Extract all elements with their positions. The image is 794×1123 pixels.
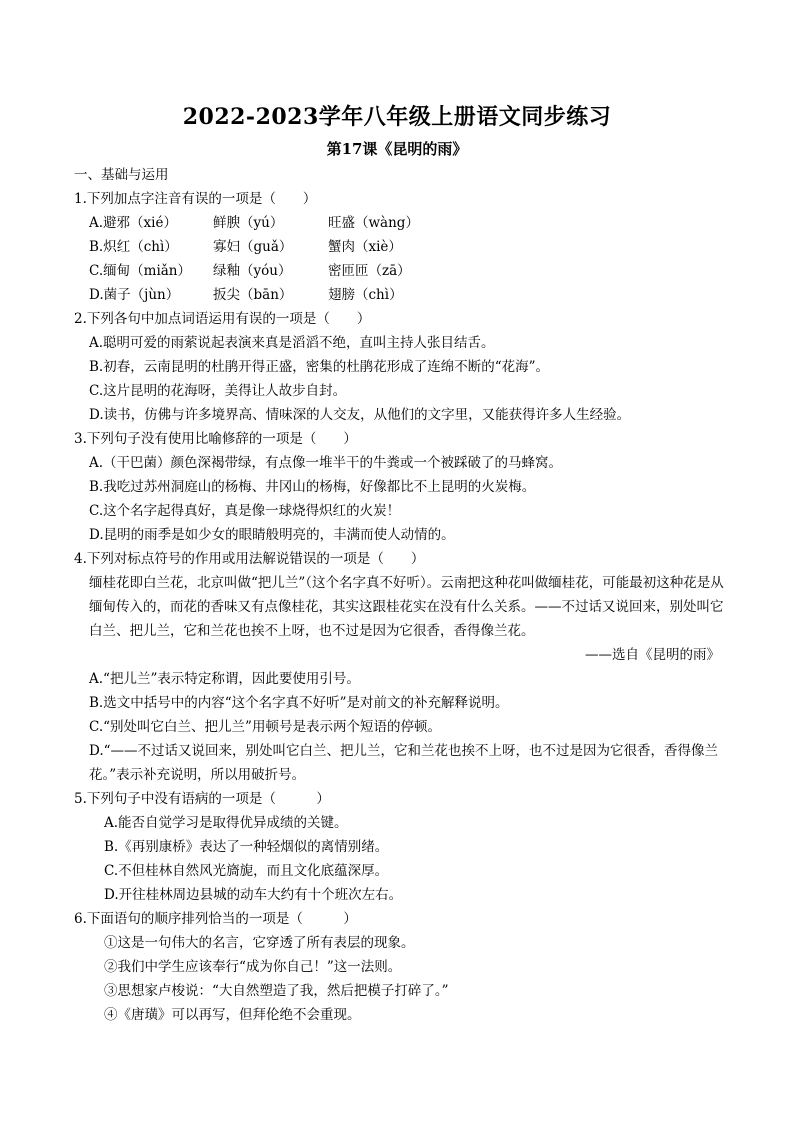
q2-option-c: C.这片昆明的花海呀，美得让人故步自封。 xyxy=(89,383,347,399)
q1-option-c-3: 密匝匝（zā） xyxy=(328,263,411,279)
q5-option-a: A.能否自觉学习是取得优异成绩的关键。 xyxy=(104,815,348,831)
q6-item-4: ④《唐璜》可以再写，但拜伦绝不会重现。 xyxy=(104,1007,361,1023)
q1-option-row xyxy=(74,259,726,283)
section-heading: 一、基础与运用 xyxy=(74,167,169,183)
q4-option-a: A.“把儿兰”表示特定称谓，因此要使用引号。 xyxy=(89,671,360,687)
question-2-stem: 2.下列各句中加点词语运用有误的一项是（ ） xyxy=(74,311,371,327)
question-5-stem: 5.下列句子中没有语病的一项是（ ） xyxy=(74,791,330,807)
question-list xyxy=(74,187,726,1027)
question-3-stem: 3.下列句子没有使用比喻修辞的一项是（ ） xyxy=(74,431,357,447)
q1-option-row xyxy=(74,283,726,307)
q2-option-b: B.初春，云南昆明的杜鹃开得正盛，密集的杜鹃花形成了连绵不断的“花海”。 xyxy=(89,359,550,375)
page-title: 2022-2023学年八年级上册语文同步练习 xyxy=(182,104,612,130)
q4-passage: 缅桂花即白兰花，北京叫做“把儿兰”（这个名字真不好听）。云南把这种花叫做缅桂花，可能最初这种花是从缅甸传入的，而花的香味又有点像桂花，其实这跟桂花实在没有什么关系。——不过话又说回来，别处叫它白兰、把儿兰，它和兰花也挨不上呀，也不过是因为它很香，香得像兰花。 xyxy=(89,575,724,639)
q1-option-d-1: D.菌子（jùn） xyxy=(89,287,180,303)
q1-option-a-3: 旺盛（wàng） xyxy=(328,215,419,231)
q1-option-b-2: 寡妇（guǎ） xyxy=(213,239,293,255)
q4-option-c: C.“别处叫它白兰、把儿兰”用顿号是表示两个短语的停顿。 xyxy=(89,719,441,735)
q1-option-d-3: 翅膀（chì） xyxy=(328,287,403,303)
q1-option-d-2: 扳尖（bān） xyxy=(213,287,293,303)
q4-source: ——选自《昆明的雨》 xyxy=(585,647,720,663)
q4-option-d: D.“——不过话又说回来，别处叫它白兰、把儿兰，它和兰花也挨不上呀，也不过是因为它很香，香得像兰花。”表示补充说明，所以用破折号。 xyxy=(89,743,719,783)
q1-option-c-2: 绿釉（yóu） xyxy=(213,263,292,279)
q1-option-row xyxy=(74,235,726,259)
lesson-subtitle: 第17课《昆明的雨》 xyxy=(326,140,468,158)
q1-option-c-1: C.缅甸（miǎn） xyxy=(89,263,192,279)
q3-option-a: A.（干巴菌）颜色深褐带绿，有点像一堆半干的牛粪或一个被踩破了的马蜂窝。 xyxy=(89,455,563,471)
q1-option-b-1: B.炽红（chì） xyxy=(89,239,178,255)
question-6-stem: 6.下面语句的顺序排列恰当的一项是（ ） xyxy=(74,911,357,927)
q1-option-b-3: 蟹肉（xiè） xyxy=(328,239,402,255)
q3-option-c: C.这个名字起得真好，真是像一球烧得炽红的火炭！ xyxy=(89,503,401,519)
question-4-stem: 4.下列对标点符号的作用或用法解说错误的一项是（ ） xyxy=(74,551,425,567)
q1-option-a-2: 鲜腴（yú） xyxy=(213,215,284,231)
q5-option-b: B.《再别康桥》表达了一种轻烟似的离情别绪。 xyxy=(104,839,389,855)
q2-option-d: D.读书，仿佛与许多境界高、情味深的人交友，从他们的文字里，又能获得许多人生经验。 xyxy=(89,407,631,423)
q4-option-b: B.选文中括号中的内容“这个名字真不好听”是对前文的补充解释说明。 xyxy=(89,695,509,711)
question-1-stem: 1.下列加点字注音有误的一项是（ ） xyxy=(74,191,317,207)
q5-option-c: C.不但桂林自然风光旖旎，而且文化底蕴深厚。 xyxy=(104,863,389,879)
q6-item-3: ③思想家卢梭说：“大自然塑造了我，然后把模子打碎了。” xyxy=(104,983,449,999)
q6-item-1: ①这是一句伟大的名言，它穿透了所有表层的现象。 xyxy=(104,935,415,951)
q2-option-a: A.聪明可爱的雨萦说起表演来真是滔滔不绝，直叫主持人张目结舌。 xyxy=(89,335,495,351)
q3-option-b: B.我吃过苏州洞庭山的杨梅、井冈山的杨梅，好像都比不上昆明的火炭梅。 xyxy=(89,479,536,495)
q3-option-d: D.昆明的雨季是如少女的眼睛般明亮的，丰满而使人动情的。 xyxy=(89,527,455,543)
q6-item-2: ②我们中学生应该奉行“成为你自己！”这一法则。 xyxy=(104,959,402,975)
q5-option-d: D.开往桂林周边县城的动车大约有十个班次左右。 xyxy=(104,887,403,903)
q1-option-a-1: A.避邪（xié） xyxy=(89,215,177,231)
q1-option-row xyxy=(74,211,726,235)
